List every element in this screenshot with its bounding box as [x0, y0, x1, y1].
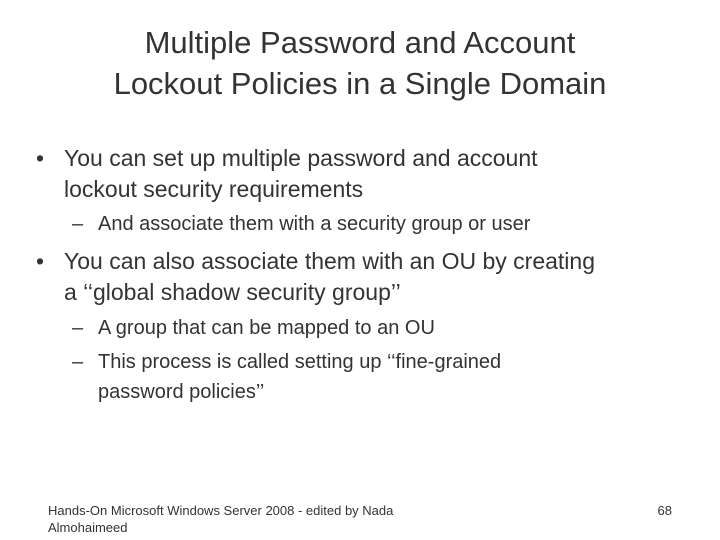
- bullet-marker: •: [36, 248, 45, 274]
- sub-bullet-text-line: A group that can be mapped to an OU: [98, 317, 435, 339]
- footer-source: [48, 502, 448, 536]
- bullet-text-line: lockout security requirements: [64, 176, 364, 202]
- bullet-item: [36, 143, 684, 205]
- sub-bullet-text-line: And associate them with a security group or user: [98, 213, 531, 235]
- footer-source-line: Almohaimeed: [48, 520, 128, 535]
- sub-bullet-item: [72, 313, 688, 343]
- bullet-text-line: You can set up multiple password and account: [64, 145, 538, 171]
- sub-bullet-marker: –: [72, 351, 84, 373]
- bullet-text-line: a ‘‘global shadow security group’’: [64, 279, 401, 305]
- title-line: Multiple Password and Account: [144, 25, 576, 60]
- slide-title: [40, 22, 680, 104]
- sub-bullet-marker: –: [72, 213, 84, 235]
- sub-bullet-item: [72, 209, 688, 239]
- bullet-item: [36, 246, 694, 308]
- sub-bullet-text-line: This process is called setting up ‘‘fine-grained: [98, 351, 502, 373]
- page-number: 68: [657, 503, 672, 518]
- sub-bullet-item: [72, 347, 688, 407]
- footer-source-line: Hands-On Microsoft Windows Server 2008 - edited by Nada: [48, 503, 394, 518]
- title-line: Lockout Policies in a Single Domain: [113, 66, 607, 101]
- bullet-text-line: You can also associate them with an OU by creating: [64, 248, 595, 274]
- sub-bullet-text-line: password policies’’: [98, 381, 265, 403]
- sub-bullet-marker: –: [72, 317, 84, 339]
- bullet-marker: •: [36, 145, 45, 171]
